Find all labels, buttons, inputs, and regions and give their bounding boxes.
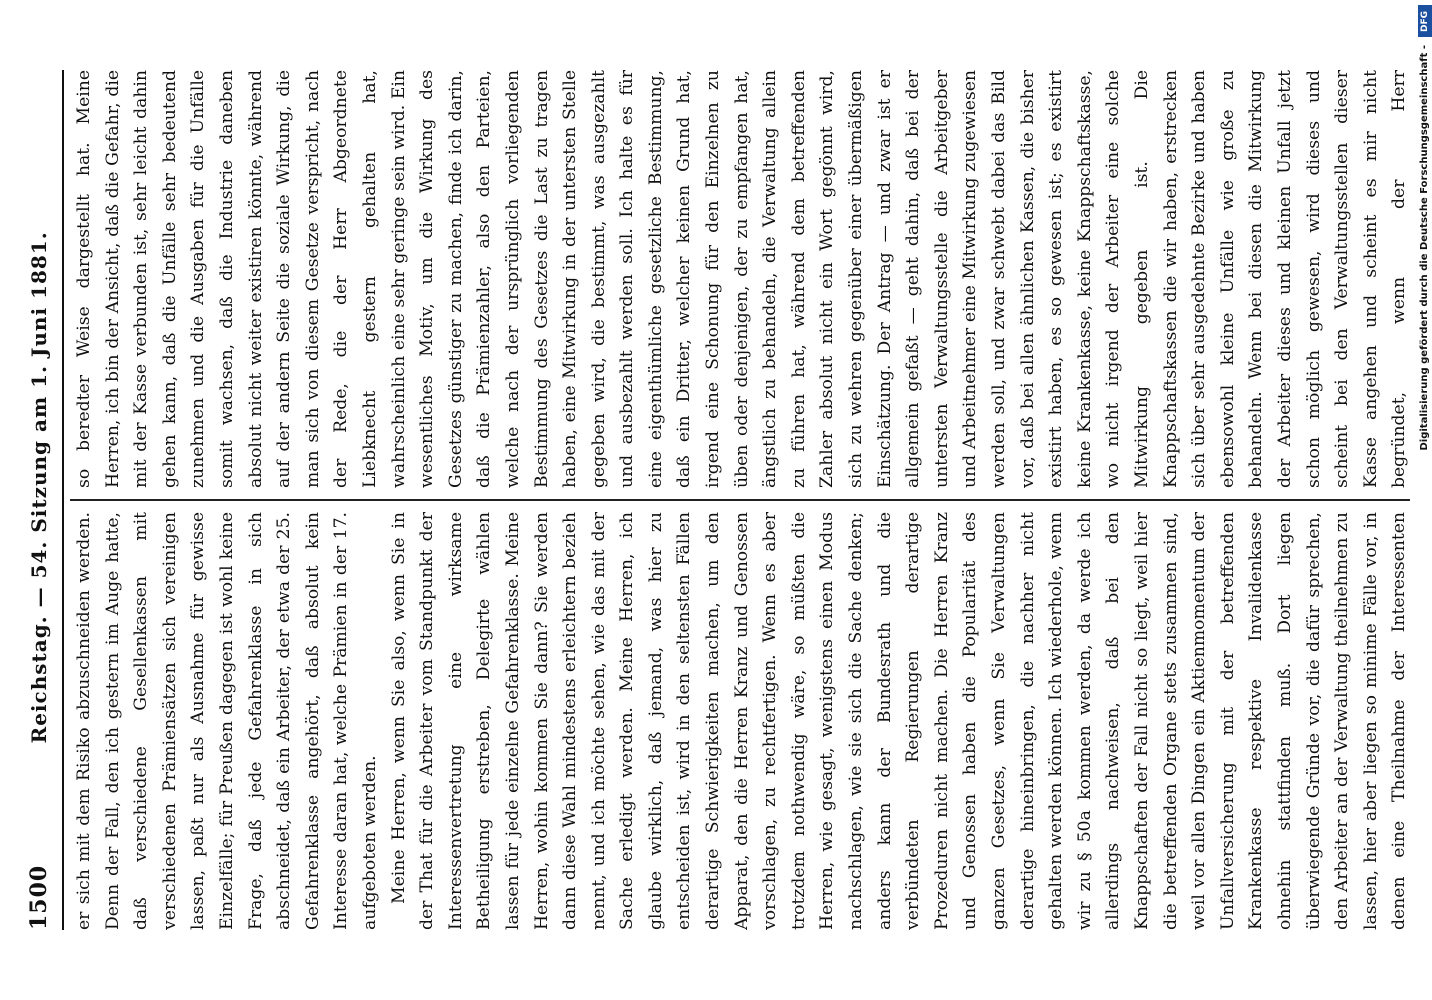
dfg-logo: DFG bbox=[1418, 5, 1432, 37]
running-title: Reichstag. — 54. Sitzung am 1. Juni 1881. bbox=[27, 231, 51, 744]
column-divider bbox=[70, 500, 1410, 502]
credit-text: Digitalisierung gefördert durch die Deutsche Forschungsgemeinschaft - bbox=[1419, 45, 1430, 451]
paragraph: Meine Herren, wenn Sie also, wenn Sie in der That für die Arbeiter vom Standpunkt der Interessenvertretung eine wirksame Betheiligung erstreben, Delegirte wählen lassen für jede einzelne Gefahrenklasse. Meine Herren, wohin kommen Sie dann? Sie werden dann diese Wahl mindestens erleichtern bezieh nennt, und ich möchte sehen, wie das mit der Sache erledigt werden. Meine Herren, ich glaube wirklich, daß jemand, was hier zu entscheiden ist, wird in den seltensten Fällen derartige Schwierigkeiten machen, um den Apparat, den die Herren Kranz und Genossen vorschlagen, zu rechtfertigen. Wenn es aber trotzdem nothwendig wäre, so müßten die Herren, wie gesagt, wenigstens einen Modus nachschlagen, wie sie sich die Sache denken; anders kann der Bundesrath und die verbündeten Regierungen derartige Prozeduren nicht machen. Die Herren Kranz und Genossen haben die Popularität des ganzen Gesetzes, wenn Sie Verwaltungen derartige hineinbringen, die nachher nicht gehalten werden können. Ich wiederhole, wenn wir zu § 50a kommen werden, da werde ich allerdings nachweisen, daß bei den Knappschaften der Fall nicht so liegt, weil hier die betreffenden Organe stets zusammen sind, weil vor allen Dingen ein Aktienmomentum der Unfallversicherung mit der betreffenden Krankenkasse respektive Invalidenkasse ohnehin stattfinden muß. Dort liegen überwiegende Gründe vor, die dafür sprechen, den Arbeiter an der Verwaltung theilnehmen zu lassen, hier aber liegen so minime Fälle vor, in denen eine Theilnahme der Interessenten bbox=[388, 512, 1410, 930]
paragraph: er sich mit dem Risiko abzuschneiden werden. Denn der Fall, den ich gestern im Auge hatte, daß verschiedene Gesellenkassen mit verschiedenen Prämiensätzen sich vereinigen lassen, paßt nur als Ausnahme für gewisse Einzelfälle; für Preußen dagegen ist wohl keine Frage, daß jede Gefahrenklasse in sich abschneidet, daß ein Arbeiter, der etwa der 25. Gefahrenklasse angehört, daß absolut kein Interesse daran hat, welche Prämien in der 17. aufgeboten werden. bbox=[74, 512, 380, 930]
right-column bbox=[70, 70, 1410, 488]
page-number: 1500 bbox=[26, 864, 52, 930]
paragraph: so beredter Weise dargestellt hat. Meine Herren, ich bin der Ansicht, daß die Gefahr, die mit der Kasse verbunden ist, sehr leicht dahin gehen kann, daß die Unfälle sehr bedeutend zunehmen und die Ausgaben für die Unfälle somit wachsen, daß die Industrie daneben absolut nicht weiter existiren könnte, während auf der andern Seite die soziale Wirkung, die man sich von diesem Gesetze verspricht, nach der Rede, die der Herr Abgeordnete Liebknecht gestern gehalten hat, wahrscheinlich eine sehr geringe sein wird. Ein wesentliches Motiv, um die Wirkung des Gesetzes günstiger zu machen, finde ich darin, daß die Prämienzahler, also den Parteien, welche nach der ursprünglich vorliegenden Bestimmung des Gesetzes die Last zu tragen haben, eine Mitwirkung in der untersten Stelle gegeben wird, die bestimmt, was ausgezahlt und ausbezahlt werden soll. Ich halte es für eine eigenthümliche gesetzliche Bestimmung, daß ein Dritter, welcher keinen Grund hat, irgend eine Schonung für den Einzelnen zu üben oder denjenigen, der zu empfangen hat, ängstlich zu behandeln, die Verwaltung allein zu führen hat, während dem betreffenden Zahler absolut nicht ein Wort gegönnt wird, sich zu wehren gegenüber einer übermäßigen Einschätzung. Der Antrag — und zwar ist er allgemein gefaßt — geht dahin, daß bei der untersten Verwaltungsstelle die Arbeitgeber und Arbeitnehmer eine Mitwirkung zugewiesen werden soll, und zwar schwebt dabei das Bild vor, daß bei allen ähnlichen Kassen, die bisher existirt haben, es so gewesen ist; es existirt keine Krankenkasse, keine Knappschaftskasse, wo nicht irgend der Arbeiter eine solche Mitwirkung gegeben ist. Die Knappschaftskassen die wir haben, erstrecken sich über sehr ausgedehnte Bezirke und haben ebensowohl kleine Unfälle wie große zu behandeln. Wenn bei diesen die Mitwirkung der Arbeiter dieses und kleinen Unfall jetzt schon möglich gewesen, wird dieses und scheint bei den Verwaltungsstellen dieser Kasse angehen und scheint es mir nicht begründet, wenn der Herr bbox=[74, 70, 1410, 488]
left-column bbox=[70, 512, 1410, 930]
digitization-credit bbox=[1418, 0, 1432, 1000]
page-header bbox=[26, 70, 56, 930]
header-rule bbox=[62, 70, 64, 930]
